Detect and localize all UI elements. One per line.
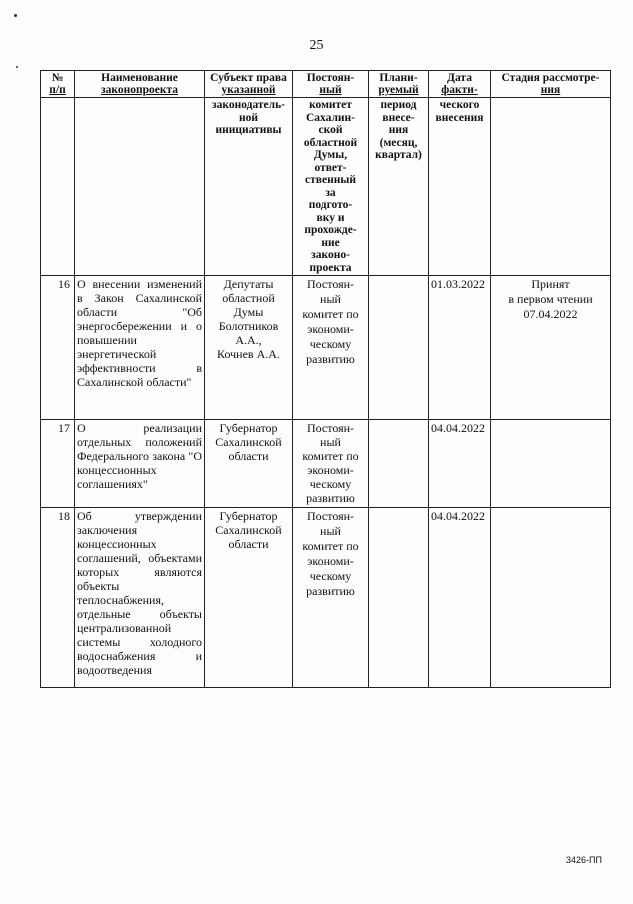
responsible-committee: Постоян- ный комитет по экономи- ческому развитию [293, 420, 369, 508]
actual-date: 04.04.2022 [429, 508, 491, 688]
bill-name: Об утверждении заключения концессионных соглашений, объектами которых являются объекты теплоснабжения, отдельные объекты централизованной системы холодного водоснабжения и водоотведения [75, 508, 205, 688]
planned-period [369, 420, 429, 508]
review-stage [491, 508, 611, 688]
page-number: 25 [309, 38, 324, 53]
header-date-continuation: ческого внесения [429, 98, 491, 276]
table-row [41, 420, 611, 508]
header-committee-continuation: комитет Сахалин- ской областной Думы, ответ- ственный за подгото- вку и прохожде- ние законо- проекта [293, 98, 369, 276]
actual-date: 01.03.2022 [429, 276, 491, 420]
planned-period [369, 508, 429, 688]
planned-period [369, 276, 429, 420]
header-cell-subject: Субъект права указанной [205, 71, 293, 98]
row-number: 17 [41, 420, 75, 508]
header-period-continuation: период внесе- ния (месяц, квартал) [369, 98, 429, 276]
review-stage: Принят в первом чтении 07.04.2022 [491, 276, 611, 420]
header-cell-date: Дата факти- [429, 71, 491, 98]
bills-table [40, 70, 611, 688]
margin-mark [16, 66, 18, 68]
table-header-continuation-row [41, 98, 611, 276]
margin-mark [14, 14, 17, 17]
initiative-subject: Депутаты областной Думы Болотников А.А., Кочнев А.А. [205, 276, 293, 420]
row-number: 18 [41, 508, 75, 688]
document-code: 3426-ПП [566, 855, 602, 865]
header-cell-period: Плани- руемый [369, 71, 429, 98]
table-row [41, 508, 611, 688]
table-header-row [41, 71, 611, 98]
responsible-committee: Постоян- ный комитет по экономи- ческому развитию [293, 508, 369, 688]
table-row [41, 276, 611, 420]
review-stage [491, 420, 611, 508]
actual-date: 04.04.2022 [429, 420, 491, 508]
header-subject-continuation: законодатель- ной инициативы [205, 98, 293, 276]
row-number: 16 [41, 276, 75, 420]
bill-name: О внесении изменений в Закон Сахалинской области "Об энергосбережении и о повышении энергетической эффективности в Сахалинской области" [75, 276, 205, 420]
bill-name: О реализации отдельных положений Федерального закона "О концессионных соглашениях" [75, 420, 205, 508]
responsible-committee: Постоян- ный комитет по экономи- ческому развитию [293, 276, 369, 420]
initiative-subject: Губернатор Сахалинской области [205, 508, 293, 688]
header-cell-stage: Стадия рассмотре- ния [491, 71, 611, 98]
header-cell-number: № п/п [41, 71, 75, 98]
header-cell-name: Наименование законопроекта [75, 71, 205, 98]
header-cell-committee: Постоян- ный [293, 71, 369, 98]
header-stage-continuation [491, 98, 611, 276]
initiative-subject: Губернатор Сахалинской области [205, 420, 293, 508]
